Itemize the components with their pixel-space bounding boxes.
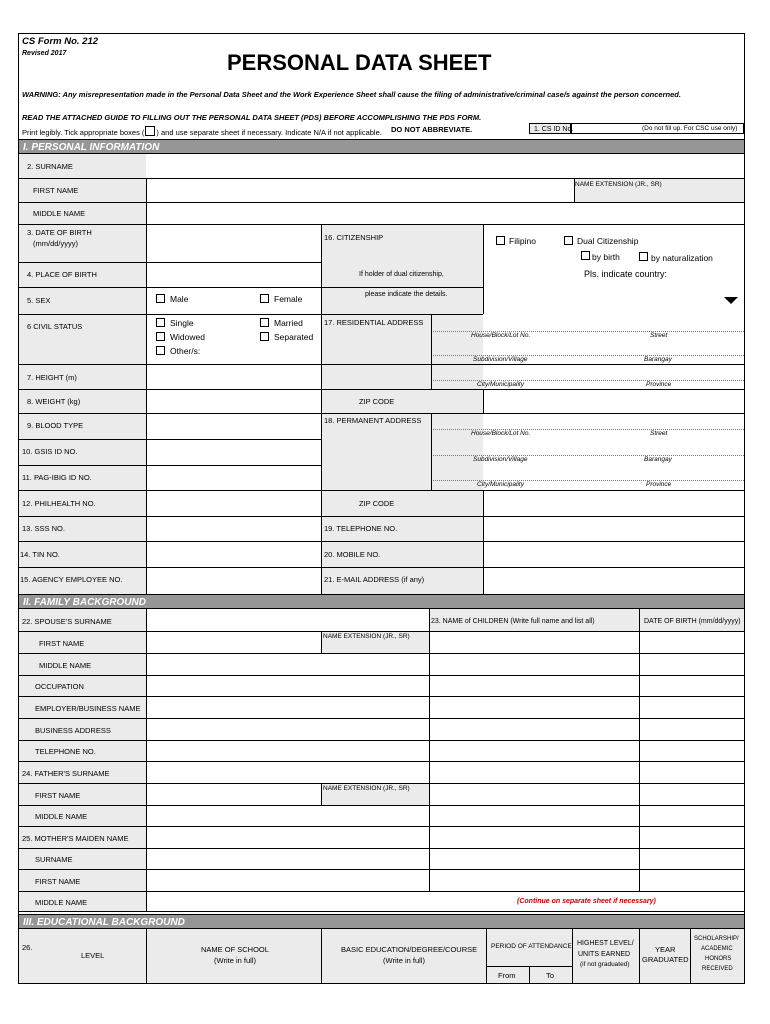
employer-label: EMPLOYER/BUSINESS NAME	[35, 704, 141, 713]
res-zip-label: ZIP CODE	[359, 397, 395, 406]
separated-label: Separated	[274, 332, 314, 342]
mother-middle-name-label: MIDDLE NAME	[35, 898, 88, 907]
employer-field[interactable]	[147, 697, 428, 717]
section-personal-information: I. PERSONAL INFORMATION	[19, 139, 744, 154]
civil-status-label: 6 CIVIL STATUS	[27, 322, 83, 331]
year-graduated-header-1: YEAR	[655, 945, 676, 954]
single-checkbox[interactable]	[156, 318, 165, 327]
mother-surname-field[interactable]	[147, 849, 428, 868]
father-name-ext-label: NAME EXTENSION (JR., SR)	[323, 785, 410, 792]
tin-field[interactable]	[147, 542, 320, 566]
guide-text: READ THE ATTACHED GUIDE TO FILLING OUT THE PERSONAL DATA SHEET (PDS) BEFORE ACCOMPLISHING THE PDS FORM.	[22, 113, 482, 122]
agency-employee-label: 15. AGENCY EMPLOYEE NO.	[20, 575, 123, 584]
philhealth-field[interactable]	[147, 491, 320, 515]
married-checkbox[interactable]	[260, 318, 269, 327]
period-header: PERIOD OF ATTENDANCE	[491, 943, 572, 950]
mother-first-name-field[interactable]	[147, 870, 428, 890]
blood-type-label: 9. BLOOD TYPE	[27, 421, 84, 430]
others-checkbox[interactable]	[156, 346, 165, 355]
perm-street-caption: Street	[650, 430, 668, 437]
mobile-field[interactable]	[484, 542, 744, 566]
tin-label: 14. TIN NO.	[20, 550, 60, 559]
widowed-label: Widowed	[170, 332, 205, 342]
height-label: 7. HEIGHT (m)	[27, 373, 77, 382]
perm-city-caption: City/Municipality	[477, 481, 524, 488]
separated-checkbox[interactable]	[260, 332, 269, 341]
spouse-middle-name-label: MIDDLE NAME	[39, 661, 92, 670]
father-surname-field[interactable]	[147, 762, 428, 782]
widowed-checkbox[interactable]	[156, 332, 165, 341]
cs-id-label: 1. CS ID No.	[534, 126, 574, 133]
first-name-field[interactable]	[147, 179, 573, 201]
course-write-full: (Write in full)	[383, 956, 425, 965]
sex-label: 5. SEX	[27, 296, 51, 305]
continue-note: (Continue on separate sheet if necessary)	[517, 898, 656, 905]
filipino-label: Filipino	[509, 236, 536, 246]
by-naturalization-checkbox[interactable]	[639, 252, 648, 261]
filipino-checkbox[interactable]	[496, 236, 505, 245]
spouse-telephone-label: TELEPHONE NO.	[35, 747, 96, 756]
mother-maiden-field[interactable]	[147, 827, 428, 847]
mobile-label: 20. MOBILE NO.	[324, 550, 381, 559]
female-label: Female	[274, 294, 303, 304]
highest-level-header-1: HIGHEST LEVEL/	[577, 940, 634, 947]
highest-level-header-2: UNITS EARNED	[578, 951, 631, 958]
dual-note-2: please indicate the details.	[365, 291, 448, 298]
first-name-label: FIRST NAME	[33, 186, 79, 195]
date-of-birth-field[interactable]	[147, 225, 320, 261]
cs-id-field[interactable]	[571, 123, 744, 134]
school-write-full: (Write in full)	[214, 956, 256, 965]
perm-zip-label: ZIP CODE	[359, 499, 395, 508]
middle-name-field[interactable]	[147, 203, 744, 223]
mother-maiden-label: 25. MOTHER'S MAIDEN NAME	[22, 834, 129, 843]
blood-type-field[interactable]	[147, 414, 320, 438]
children-dob-header: DATE OF BIRTH (mm/dd/yyyy)	[644, 618, 741, 625]
res-province-caption: Province	[646, 381, 672, 388]
section-educational-background: III. EDUCATIONAL BACKGROUND	[19, 914, 744, 929]
philhealth-label: 12. PHILHEALTH NO.	[22, 499, 96, 508]
spouse-first-name-field[interactable]	[147, 632, 320, 652]
year-graduated-header-2: GRADUATED	[642, 955, 689, 964]
children-header: 23. NAME of CHILDREN (Write full name and list all)	[431, 618, 595, 625]
section-family-background: II. FAMILY BACKGROUND	[19, 594, 744, 609]
res-street-caption: Street	[650, 332, 668, 339]
school-header: NAME OF SCHOOL	[201, 945, 269, 954]
middle-name-label: MIDDLE NAME	[33, 209, 86, 218]
spouse-middle-name-field[interactable]	[147, 654, 428, 674]
sss-label: 13. SSS NO.	[22, 524, 65, 533]
perm-province-caption: Province	[646, 481, 672, 488]
father-middle-name-label: MIDDLE NAME	[35, 812, 88, 821]
surname-label: 2. SURNAME	[27, 162, 73, 171]
course-header: BASIC EDUCATION/DEGREE/COURSE	[341, 945, 478, 954]
sss-field[interactable]	[147, 517, 320, 540]
mother-middle-name-field[interactable]	[147, 892, 428, 910]
gsis-label: 10. GSIS ID NO.	[22, 447, 78, 456]
level-header: LEVEL	[81, 951, 105, 960]
height-field[interactable]	[147, 365, 320, 388]
gsis-field[interactable]	[147, 440, 320, 464]
education-header-row	[19, 929, 744, 984]
weight-field[interactable]	[147, 390, 320, 412]
name-extension-label: NAME EXTENSION (JR., SR)	[575, 181, 662, 188]
print-instruction-pre: Print legibly. Tick appropriate boxes (	[22, 128, 145, 137]
dual-note-1: If holder of dual citizenship,	[359, 271, 444, 278]
email-label: 21. E-MAIL ADDRESS (if any)	[324, 575, 425, 584]
res-zip-field[interactable]	[484, 390, 744, 412]
mother-first-name-label: FIRST NAME	[35, 877, 81, 886]
father-surname-label: 24. FATHER'S SURNAME	[22, 769, 110, 778]
indicate-country-label: Pls. indicate country:	[584, 269, 668, 279]
father-first-name-label: FIRST NAME	[35, 791, 81, 800]
from-header: From	[498, 971, 516, 980]
business-address-label: BUSINESS ADDRESS	[35, 726, 111, 735]
honors-header-1: SCHOLARSHIP/	[694, 936, 739, 942]
chevron-down-icon	[724, 297, 738, 304]
to-header: To	[546, 971, 554, 980]
res-subdivision-caption: Subdivision/Village	[473, 356, 528, 363]
married-label: Married	[274, 318, 303, 328]
form-revised: Revised 2017	[22, 50, 67, 57]
telephone-field[interactable]	[484, 517, 744, 540]
page-title: PERSONAL DATA SHEET	[227, 50, 492, 75]
family-label-column	[19, 609, 146, 911]
country-select[interactable]	[484, 288, 744, 313]
form-number: CS Form No. 212	[22, 36, 99, 47]
male-checkbox[interactable]	[156, 294, 165, 303]
date-of-birth-format: (mm/dd/yyyy)	[33, 239, 78, 248]
place-of-birth-field[interactable]	[147, 263, 320, 286]
spouse-first-name-label: FIRST NAME	[39, 639, 85, 648]
perm-house-caption: House/Block/Lot No.	[471, 430, 531, 437]
print-instruction-post: ) and use separate sheet if necessary. Indicate N/A if not applicable.	[156, 128, 382, 137]
by-birth-checkbox[interactable]	[581, 251, 590, 260]
pagibig-field[interactable]	[147, 466, 320, 489]
others-label: Other/s:	[170, 346, 201, 356]
do-not-abbreviate: DO NOT ABBREVIATE.	[391, 125, 473, 134]
occupation-label: OCCUPATION	[35, 682, 84, 691]
honors-header-3: HONORS	[705, 956, 732, 962]
residential-address-label: 17. RESIDENTIAL ADDRESS	[324, 318, 424, 327]
perm-zip-field[interactable]	[484, 491, 744, 515]
male-label: Male	[170, 294, 189, 304]
csc-use-note: (Do not fill up. For CSC use only)	[642, 125, 738, 132]
single-label: Single	[170, 318, 194, 328]
personal-data-sheet-form	[18, 33, 745, 984]
warning-text: WARNING: Any misrepresentation made in the Personal Data Sheet and the Work Experience Sheet shall cause the filing of administrative/criminal case/s against the person concerned.	[22, 90, 681, 99]
res-house-caption: House/Block/Lot No.	[471, 332, 531, 339]
business-address-field[interactable]	[147, 719, 428, 739]
place-of-birth-label: 4. PLACE OF BIRTH	[27, 270, 97, 279]
father-first-name-field[interactable]	[147, 784, 320, 804]
mother-surname-label: SURNAME	[35, 855, 73, 864]
dual-citizenship-checkbox[interactable]	[564, 236, 573, 245]
res-city-caption: City/Municipality	[477, 381, 524, 388]
by-naturalization-label: by naturalization	[651, 253, 713, 263]
spouse-surname-field[interactable]	[147, 610, 428, 630]
print-instruction	[22, 126, 382, 137]
father-middle-name-field[interactable]	[147, 806, 428, 825]
pagibig-label: 11. PAG-IBIG ID NO.	[22, 473, 92, 482]
surname-field[interactable]	[147, 155, 744, 177]
perm-barangay-caption: Barangay	[644, 456, 672, 463]
weight-label: 8. WEIGHT (kg)	[27, 397, 81, 406]
by-birth-label: by birth	[592, 252, 620, 262]
female-checkbox[interactable]	[260, 294, 269, 303]
sample-checkbox-icon	[145, 126, 155, 136]
email-field[interactable]	[484, 568, 744, 591]
spouse-name-ext-label: NAME EXTENSION (JR., SR)	[323, 633, 410, 640]
perm-subdivision-caption: Subdivision/Village	[473, 456, 528, 463]
date-of-birth-label: 3. DATE OF BIRTH	[27, 228, 92, 237]
highest-level-header-3: (if not graduated)	[580, 961, 630, 968]
spouse-telephone-field[interactable]	[147, 741, 428, 760]
occupation-field[interactable]	[147, 676, 428, 695]
honors-header-4: RECEIVED	[702, 966, 733, 972]
cs-id-label-box	[529, 123, 574, 134]
education-number: 26.	[22, 943, 33, 952]
dual-citizenship-label: Dual Citizenship	[577, 236, 639, 246]
res-barangay-caption: Barangay	[644, 356, 672, 363]
honors-header-2: ACADEMIC	[701, 946, 733, 952]
citizenship-label: 16. CITIZENSHIP	[324, 233, 384, 242]
permanent-address-label: 18. PERMANENT ADDRESS	[324, 416, 422, 425]
spouse-surname-label: 22. SPOUSE'S SURNAME	[22, 617, 112, 626]
agency-employee-field[interactable]	[147, 568, 320, 591]
telephone-label: 19. TELEPHONE NO.	[324, 524, 398, 533]
